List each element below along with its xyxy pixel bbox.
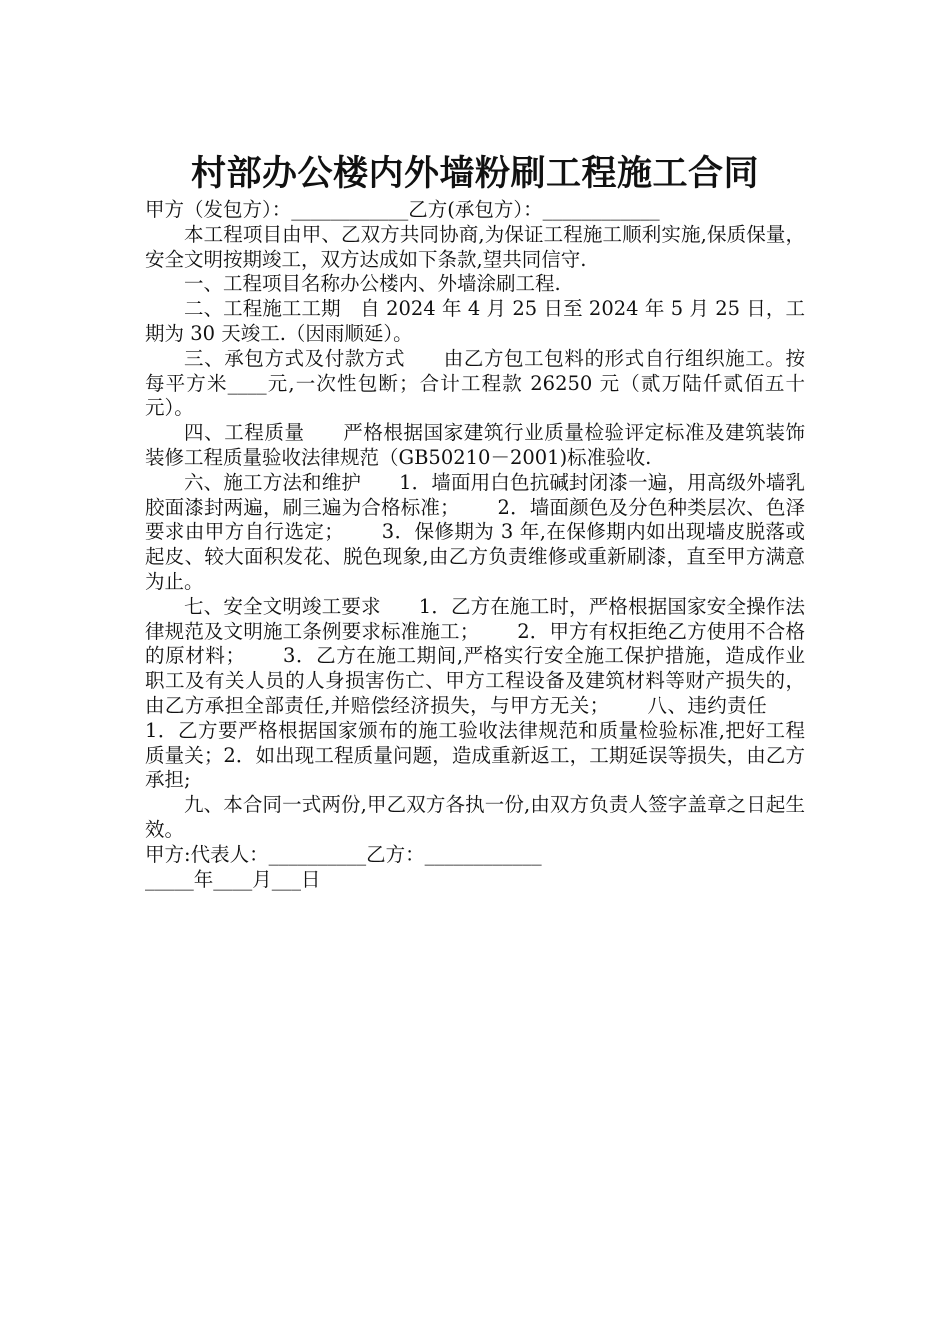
date-line (145, 868, 805, 893)
date-day-label: 日 (301, 867, 321, 891)
clause-3-body: 由乙方包工包料的形式自行组织施工。按每平方米____元,一次性包断；合计工程款 26250 元（贰万陆仟贰佰五十元）。 (145, 346, 805, 420)
clause-6 (145, 471, 805, 595)
date-day-blank: ___ (271, 867, 302, 891)
signature-party-b-blank: ____________ (424, 842, 542, 866)
clause-6-item-3: 3．保修期为 3 年,在保修期内如出现墙皮脱落或起皮、较大面积发花、脱色现象,由乙方负责维修或重新刷漆，直至甲方满意为止。 (145, 520, 805, 593)
clause-6-heading: 六、施工方法和维护 (184, 470, 362, 494)
clause-6-item-2: 2．墙面颜色及分色种类层次、色泽要求由甲方自行选定； (145, 495, 805, 544)
party-b-blank: ____________ (542, 198, 660, 221)
party-a-blank: ____________ (291, 198, 409, 221)
parties-line (145, 198, 805, 223)
clause-1: 一、工程项目名称办公楼内、外墙涂刷工程. (184, 272, 561, 296)
clause-7-8 (145, 595, 805, 793)
clause-8-heading: 八、违约责任 (647, 693, 767, 717)
date-month-label: 月 (252, 867, 272, 891)
signature-party-a-blank: __________ (268, 842, 367, 866)
clause-7-item-2: 2．甲方有权拒绝乙方使用不合格的原材料； (145, 619, 805, 668)
contract-title: 村部办公楼内外墙粉刷工程施工合同 (190, 154, 759, 194)
clause-8-item-1: 1．乙方要严格根据国家颁布的施工验收法律规范和质量检验标准,把好工程质量关； (145, 718, 805, 767)
clause-8-item-2: 2．如出现工程质量问题，造成重新返工，工期延误等损失，由乙方承担; (145, 743, 805, 792)
date-year-blank: _____ (145, 867, 194, 891)
clause-9: 九、本合同一式两份,甲乙双方各执一份,由双方负责人签字盖章之日起生效。 (145, 793, 805, 841)
contract-document (145, 150, 805, 892)
date-year-label: 年 (193, 867, 214, 891)
date-month-blank: ____ (213, 867, 253, 891)
clause-6-item-1: 1．墙面用白色抗碱封闭漆一遍，用高级外墙乳胶面漆封两遍，刷三遍为合格标准； (145, 470, 805, 519)
clause-4-body: 严格根据国家建筑行业质量检验评定标准及建筑装饰装修工程质量验收法律规范（GB50210－2001)标准验收. (145, 421, 805, 469)
clause-3-heading: 三、承包方式及付款方式 (184, 346, 406, 370)
party-a-label: 甲方（发包方）： (145, 198, 292, 221)
clause-2: 二、工程施工工期 自 2024 年 4 月 25 日至 2024 年 5 月 25 日，工期为 30 天竣工.（因雨顺延）。 (145, 297, 805, 345)
intro-paragraph: 本工程项目由甲、乙双方共同协商,为保证工程施工顺利实施,保质保量，安全文明按期竣工，双方达成如下条款,望共同信守. (145, 222, 805, 271)
party-b-label: 乙方(承包方）： (408, 198, 543, 221)
signature-line (145, 843, 805, 868)
clause-7-item-1: 1．乙方在施工时，严格根据国家安全操作法律规范及文明施工条例要求标准施工； (145, 594, 805, 643)
clause-4 (145, 421, 805, 471)
clause-4-heading: 四、工程质量 (184, 421, 305, 445)
clause-3 (145, 347, 805, 421)
signature-party-a: 甲方:代表人： (145, 842, 269, 866)
signature-party-b: 乙方： (366, 842, 425, 866)
clause-7-heading: 七、安全文明竣工要求 (184, 594, 381, 618)
clause-7-item-3: 3．乙方在施工期间,严格实行安全施工保护措施，造成作业职工及有关人员的人身损害伤亡、甲方工程设备及建筑材料等财产损失的，由乙方承担全部责任,并赔偿经济损失，与甲方无关； (145, 644, 805, 717)
